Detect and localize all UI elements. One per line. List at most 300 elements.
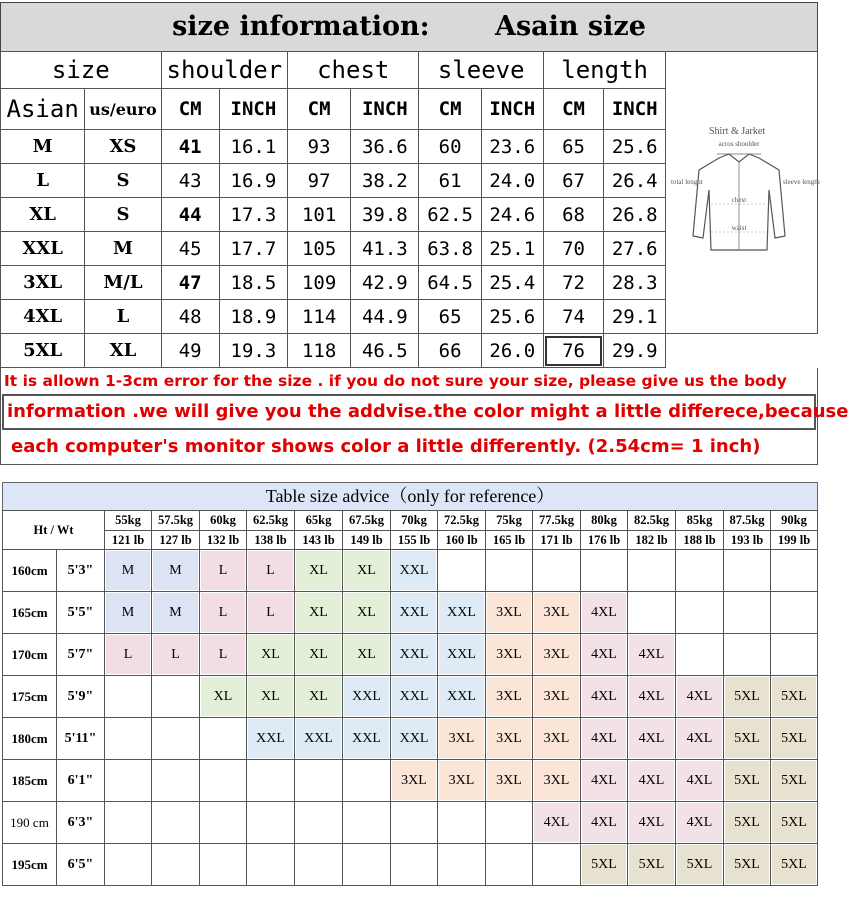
size-cell: L (85, 300, 161, 334)
advice-cell (152, 676, 200, 718)
group-header-0: size (1, 52, 162, 89)
height-row (3, 550, 818, 592)
height-row (3, 844, 818, 886)
advice-cell (486, 802, 533, 844)
advice-cell (628, 718, 676, 760)
advice-cell (581, 676, 628, 718)
advice-cell (391, 718, 438, 760)
size-cell: 61 (419, 164, 481, 198)
size-cell: XS (85, 130, 161, 164)
diagram-label-across-shoulder: acros shoulder (718, 139, 759, 148)
advice-cell (247, 844, 295, 886)
advice-size-label: 3XL (439, 719, 484, 758)
size-information-section (0, 2, 848, 465)
advice-size-label: L (201, 551, 245, 590)
advice-cell (581, 550, 628, 592)
diagram-caption: Shirt & Jarket (708, 125, 765, 137)
height-cm: 165cm (3, 592, 57, 634)
advice-cell (676, 718, 724, 760)
size-group-header-row (1, 52, 818, 89)
size-info-title-left: size information: (172, 11, 430, 42)
advice-size-label: XL (296, 551, 341, 590)
advice-size-label: M (153, 593, 198, 632)
advice-cell (200, 760, 247, 802)
weight-lb-header: 149 lb (343, 531, 391, 550)
weight-lb-header: 121 lb (105, 531, 152, 550)
size-cell: 5XL (1, 334, 85, 368)
advice-cell (247, 676, 295, 718)
height-row (3, 760, 818, 802)
advice-size-label: XXL (344, 677, 389, 716)
advice-cell (438, 592, 486, 634)
advice-size-label: 5XL (772, 803, 816, 842)
height-ft: 5'9" (57, 676, 105, 718)
height-ft: 6'3" (57, 802, 105, 844)
advice-cell (581, 844, 628, 886)
height-ft: 5'3" (57, 550, 105, 592)
advice-cell (628, 676, 676, 718)
weight-kg-row (3, 511, 818, 531)
advice-cell (724, 592, 771, 634)
height-ft: 5'11" (57, 718, 105, 760)
size-cell: 25.6 (481, 300, 543, 334)
advice-cell (343, 634, 391, 676)
advice-size-label: 4XL (629, 677, 674, 716)
advice-size-label: L (106, 635, 150, 674)
size-notes (0, 368, 848, 465)
weight-kg-header: 90kg (771, 511, 818, 531)
weight-lb-header: 171 lb (533, 531, 581, 550)
advice-cell (676, 802, 724, 844)
advice-size-label: 4XL (582, 719, 626, 758)
advice-size-label: 5XL (629, 845, 674, 884)
advice-cell (581, 802, 628, 844)
advice-cell (438, 634, 486, 676)
size-cell: 67 (543, 164, 603, 198)
advice-cell (676, 592, 724, 634)
advice-cell (105, 592, 152, 634)
advice-size-label: XXL (392, 677, 436, 716)
height-cm: 195cm (3, 844, 57, 886)
size-cell: 24.6 (481, 198, 543, 232)
height-ft: 5'5" (57, 592, 105, 634)
weight-kg-header: 87.5kg (724, 511, 771, 531)
size-cell: 70 (543, 232, 603, 266)
advice-cell (105, 844, 152, 886)
size-note-line-1: It is allown 1-3cm error for the size . if you do not sure your size, please give us the body (4, 372, 787, 390)
weight-lb-header: 193 lb (724, 531, 771, 550)
advice-cell (628, 844, 676, 886)
advice-size-label: 4XL (677, 803, 722, 842)
size-cell: 72 (543, 266, 603, 300)
height-row (3, 634, 818, 676)
advice-cell (247, 592, 295, 634)
advice-cell (581, 634, 628, 676)
advice-size-label: 4XL (582, 635, 626, 674)
size-cell: 74 (543, 300, 603, 334)
advice-size-label: XL (296, 677, 341, 716)
advice-cell (200, 802, 247, 844)
advice-cell (295, 718, 343, 760)
advice-cell (391, 760, 438, 802)
size-cell: 65 (543, 130, 603, 164)
height-row (3, 718, 818, 760)
advice-size-label: XXL (439, 677, 484, 716)
size-info-title (0, 2, 818, 51)
advice-cell (771, 634, 818, 676)
advice-size-label: 4XL (534, 803, 579, 842)
advice-cell (581, 592, 628, 634)
advice-cell (533, 592, 581, 634)
size-cell: 44.9 (351, 300, 419, 334)
size-cell: 16.1 (219, 130, 287, 164)
advice-cell (628, 634, 676, 676)
advice-size-label: XXL (392, 719, 436, 758)
sub-header-4: CM (288, 89, 351, 130)
advice-cell (676, 844, 724, 886)
size-cell: 44 (161, 198, 219, 232)
advice-size-label: XXL (392, 593, 436, 632)
size-note-line-3: each computer's monitor shows color a little differently. (2.54cm= 1 inch) (11, 436, 761, 457)
group-header-3: sleeve (419, 52, 543, 89)
size-cell: 36.6 (351, 130, 419, 164)
advice-cell (200, 676, 247, 718)
size-cell: 28.3 (604, 266, 666, 300)
size-cell: 48 (161, 300, 219, 334)
advice-cell (343, 802, 391, 844)
advice-cell (438, 802, 486, 844)
advice-size-label: 3XL (487, 593, 531, 632)
advice-cell (628, 592, 676, 634)
advice-size-label: 5XL (725, 677, 769, 716)
advice-cell (676, 634, 724, 676)
advice-cell (343, 844, 391, 886)
height-cm: 160cm (3, 550, 57, 592)
advice-size-label: 5XL (772, 761, 816, 800)
advice-size-label: 3XL (487, 719, 531, 758)
weight-lb-header: 138 lb (247, 531, 295, 550)
size-cell: 93 (288, 130, 351, 164)
advice-cell (295, 802, 343, 844)
advice-size-label: 5XL (582, 845, 626, 884)
height-cm: 170cm (3, 634, 57, 676)
advice-cell (486, 550, 533, 592)
height-cm: 190 cm (3, 802, 57, 844)
advice-size-label: 5XL (725, 845, 769, 884)
advice-cell (152, 634, 200, 676)
advice-size-label: 4XL (582, 803, 626, 842)
advice-cell (152, 550, 200, 592)
advice-size-label: XL (201, 677, 245, 716)
sub-header-1: us/euro (85, 89, 161, 130)
size-cell: 105 (288, 232, 351, 266)
group-header-1: shoulder (161, 52, 287, 89)
size-cell: 26.4 (604, 164, 666, 198)
advice-cell (533, 634, 581, 676)
weight-kg-header: 60kg (200, 511, 247, 531)
size-cell: 25.4 (481, 266, 543, 300)
advice-cell (247, 802, 295, 844)
advice-cell (533, 676, 581, 718)
advice-size-label: 5XL (725, 803, 769, 842)
size-cell: M/L (85, 266, 161, 300)
advice-cell (438, 550, 486, 592)
advice-size-label: 3XL (487, 635, 531, 674)
size-cell: 64.5 (419, 266, 481, 300)
size-cell: 23.6 (481, 130, 543, 164)
weight-lb-row (3, 531, 818, 550)
advice-size-label: 5XL (725, 719, 769, 758)
advice-size-label: XL (344, 635, 389, 674)
advice-cell (343, 676, 391, 718)
advice-cell (724, 802, 771, 844)
size-cell: 101 (288, 198, 351, 232)
group-header-4: length (543, 52, 665, 89)
advice-size-label: 5XL (772, 845, 816, 884)
advice-cell (771, 550, 818, 592)
size-cell: 41.3 (351, 232, 419, 266)
weight-kg-header: 75kg (486, 511, 533, 531)
advice-cell (152, 802, 200, 844)
advice-cell (533, 718, 581, 760)
size-cell: XXL (1, 232, 85, 266)
advice-size-label: XXL (439, 593, 484, 632)
height-weight-corner: Ht / Wt (3, 511, 105, 550)
advice-cell (152, 760, 200, 802)
size-advice-section (2, 482, 818, 886)
advice-size-label: L (201, 593, 245, 632)
advice-size-label: 3XL (487, 677, 531, 716)
size-cell: 47 (161, 266, 219, 300)
weight-kg-header: 62.5kg (247, 511, 295, 531)
sub-header-5: INCH (351, 89, 419, 130)
weight-kg-header: 82.5kg (628, 511, 676, 531)
advice-cell (724, 718, 771, 760)
weight-lb-header: 176 lb (581, 531, 628, 550)
size-cell: L (1, 164, 85, 198)
height-row (3, 802, 818, 844)
height-cm: 175cm (3, 676, 57, 718)
advice-size-label: M (106, 593, 150, 632)
advice-cell (581, 718, 628, 760)
advice-cell (295, 592, 343, 634)
height-ft: 6'5" (57, 844, 105, 886)
weight-kg-header: 85kg (676, 511, 724, 531)
size-cell: 62.5 (419, 198, 481, 232)
diagram-label-waist: waist (731, 223, 747, 232)
advice-cell (676, 676, 724, 718)
size-info-title-right: Asain size (495, 11, 646, 42)
size-cell: XL (85, 334, 161, 368)
advice-size-label: M (106, 551, 150, 590)
size-cell: 118 (288, 334, 351, 368)
weight-kg-header: 72.5kg (438, 511, 486, 531)
advice-cell (152, 718, 200, 760)
size-cell: 26.8 (604, 198, 666, 232)
advice-cell (105, 676, 152, 718)
advice-size-label: 4XL (677, 677, 722, 716)
diagram-label-chest: chest (731, 195, 746, 204)
advice-size-label: 3XL (487, 761, 531, 800)
size-cell: 3XL (1, 266, 85, 300)
weight-lb-header: 127 lb (152, 531, 200, 550)
advice-cell (105, 718, 152, 760)
advice-cell (152, 592, 200, 634)
advice-size-label: XL (344, 551, 389, 590)
weight-lb-header: 165 lb (486, 531, 533, 550)
advice-cell (771, 676, 818, 718)
size-cell: 18.5 (219, 266, 287, 300)
advice-cell (295, 760, 343, 802)
advice-size-label: XL (344, 593, 389, 632)
advice-size-label: XL (296, 593, 341, 632)
advice-size-label: XXL (392, 551, 436, 590)
sub-header-0: Asian (1, 89, 85, 130)
size-cell: 68 (543, 198, 603, 232)
height-cm: 180cm (3, 718, 57, 760)
advice-size-label: 3XL (534, 593, 579, 632)
size-note-line-2: information .we will give you the addvise.the color might a little differece,because (2, 394, 816, 430)
advice-cell (438, 718, 486, 760)
advice-size-label: 5XL (725, 761, 769, 800)
weight-lb-header: 188 lb (676, 531, 724, 550)
weight-lb-header: 199 lb (771, 531, 818, 550)
advice-cell (486, 844, 533, 886)
advice-cell (676, 760, 724, 802)
advice-cell (486, 676, 533, 718)
advice-cell (247, 760, 295, 802)
advice-cell (486, 592, 533, 634)
advice-cell (295, 844, 343, 886)
size-cell: 29.9 (604, 334, 666, 368)
advice-size-label: 4XL (629, 719, 674, 758)
advice-size-label: L (201, 635, 245, 674)
advice-cell (486, 634, 533, 676)
size-row (1, 334, 818, 368)
advice-cell (628, 760, 676, 802)
advice-size-label: 3XL (534, 761, 579, 800)
advice-cell (676, 550, 724, 592)
advice-cell (391, 634, 438, 676)
size-cell: 16.9 (219, 164, 287, 198)
advice-size-label: 4XL (677, 761, 722, 800)
size-cell: 18.9 (219, 300, 287, 334)
size-cell: 25.1 (481, 232, 543, 266)
sub-header-2: CM (161, 89, 219, 130)
diagram-label-sleeve-length: sleeve length (782, 177, 820, 186)
size-cell: M (85, 232, 161, 266)
advice-cell (581, 760, 628, 802)
advice-cell (724, 760, 771, 802)
advice-size-label: 5XL (772, 677, 816, 716)
advice-title: Table size advice（only for reference） (2, 482, 818, 510)
advice-cell (438, 844, 486, 886)
advice-size-label: XXL (248, 719, 293, 758)
advice-cell (295, 550, 343, 592)
advice-size-label: XXL (439, 635, 484, 674)
height-row (3, 676, 818, 718)
advice-cell (200, 718, 247, 760)
size-cell: 65 (419, 300, 481, 334)
advice-size-label: XL (248, 635, 293, 674)
advice-cell (391, 676, 438, 718)
advice-size-label: XL (296, 635, 341, 674)
advice-size-label: 4XL (629, 635, 674, 674)
advice-cell (533, 802, 581, 844)
advice-cell (771, 844, 818, 886)
sub-header-6: CM (419, 89, 481, 130)
size-cell: 42.9 (351, 266, 419, 300)
advice-size-label: L (248, 593, 293, 632)
advice-cell (105, 634, 152, 676)
weight-kg-header: 80kg (581, 511, 628, 531)
size-cell: 29.1 (604, 300, 666, 334)
advice-size-label: 5XL (677, 845, 722, 884)
advice-size-label: 4XL (629, 761, 674, 800)
size-cell: 19.3 (219, 334, 287, 368)
advice-cell (152, 844, 200, 886)
size-cell: 17.7 (219, 232, 287, 266)
advice-cell (438, 760, 486, 802)
size-cell: 4XL (1, 300, 85, 334)
size-cell: 17.3 (219, 198, 287, 232)
size-cell: 97 (288, 164, 351, 198)
size-cell: 114 (288, 300, 351, 334)
advice-cell (343, 592, 391, 634)
group-header-2: chest (288, 52, 419, 89)
weight-kg-header: 57.5kg (152, 511, 200, 531)
advice-table (2, 510, 818, 886)
size-cell: 63.8 (419, 232, 481, 266)
advice-size-label: XXL (296, 719, 341, 758)
size-cell: 41 (161, 130, 219, 164)
advice-cell (438, 676, 486, 718)
advice-cell (343, 550, 391, 592)
sub-header-9: INCH (604, 89, 666, 130)
size-cell: S (85, 198, 161, 232)
sub-header-3: INCH (219, 89, 287, 130)
advice-size-label: 3XL (534, 635, 579, 674)
advice-cell (628, 550, 676, 592)
advice-cell (105, 760, 152, 802)
advice-size-label: 5XL (772, 719, 816, 758)
size-cell: 46.5 (351, 334, 419, 368)
advice-size-label: 3XL (439, 761, 484, 800)
sub-header-7: INCH (481, 89, 543, 130)
height-ft: 5'7" (57, 634, 105, 676)
size-cell: 24.0 (481, 164, 543, 198)
advice-cell (343, 760, 391, 802)
advice-size-label: 4XL (677, 719, 722, 758)
size-cell: M (1, 130, 85, 164)
advice-cell (724, 676, 771, 718)
size-cell: 66 (419, 334, 481, 368)
advice-cell (247, 550, 295, 592)
advice-cell (486, 718, 533, 760)
size-cell: 25.6 (604, 130, 666, 164)
advice-cell (771, 718, 818, 760)
advice-size-label: L (153, 635, 198, 674)
height-ft: 6'1" (57, 760, 105, 802)
advice-cell (771, 592, 818, 634)
advice-size-label: 4XL (629, 803, 674, 842)
advice-cell (724, 844, 771, 886)
advice-cell (533, 760, 581, 802)
advice-cell (391, 592, 438, 634)
advice-cell (533, 844, 581, 886)
advice-size-label: XXL (344, 719, 389, 758)
advice-cell (391, 550, 438, 592)
